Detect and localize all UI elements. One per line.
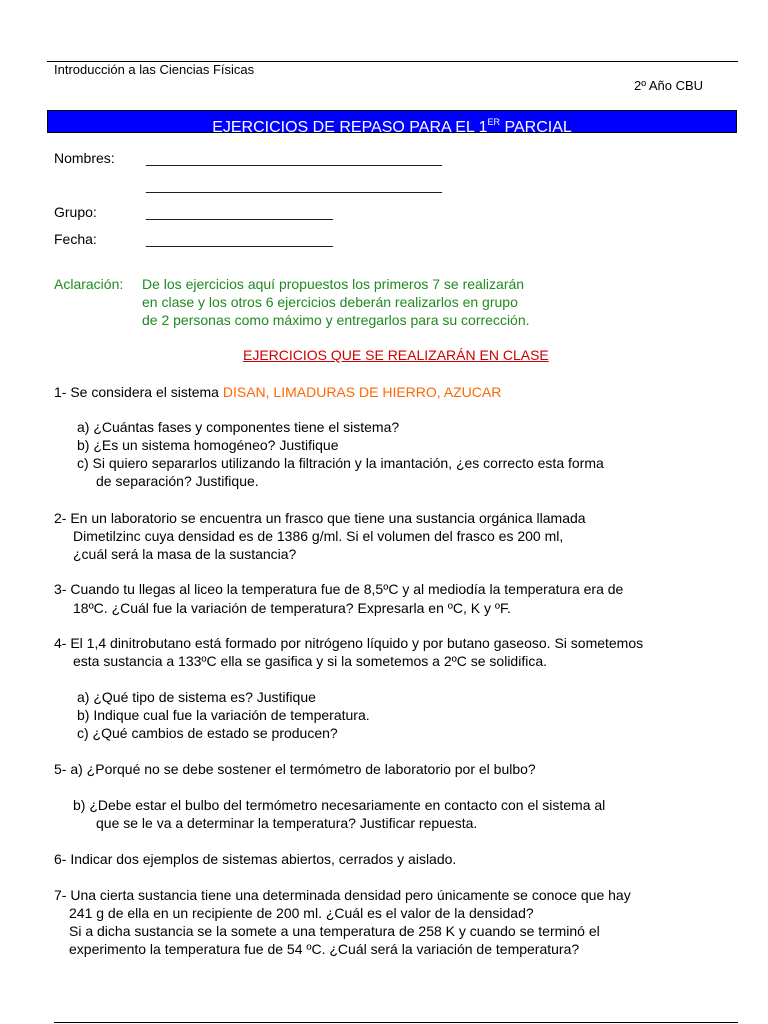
exercise-4-line-1: 4- El 1,4 dinitrobutano está formado por nitrógeno líquido y por butano gaseoso. Si sometemos: [54, 635, 644, 651]
note-line-2: en clase y los otros 6 ejercicios deberán realizarlos en grupo: [142, 294, 518, 310]
exercise-4-c: c) ¿Qué cambios de estado se producen?: [77, 725, 338, 741]
names-blank-2[interactable]: ______________________________________: [146, 177, 442, 193]
exercise-1: [54, 384, 501, 400]
exercise-1-prefix: 1- Se considera el sistema: [54, 384, 223, 400]
exercise-3-line-1: 3- Cuando tu llegas al liceo la temperatura fue de 8,5ºC y al mediodía la temperatura era de: [54, 581, 624, 597]
note-line-1: De los ejercicios aquí propuestos los primeros 7 se realizarán: [142, 276, 525, 292]
exercise-7-line-3: Si a dicha sustancia se la somete a una temperatura de 258 K y cuando se terminó el: [69, 923, 600, 939]
exercise-title-bar: [47, 110, 737, 136]
exercise-7-line-1: 7- Una cierta sustancia tiene una determinada densidad pero únicamente se conoce que hay: [54, 887, 631, 903]
exercise-7-line-2: 241 g de ella en un recipiente de 200 ml. ¿Cuál es el valor de la densidad?: [69, 905, 534, 921]
exercise-2-line-3: ¿cuál será la masa de la sustancia?: [73, 546, 297, 562]
grade-label: 2º Año CBU: [634, 78, 704, 93]
date-label: Fecha:: [54, 231, 97, 247]
exercise-2-line-1: 2- En un laboratorio se encuentra un frasco que tiene una sustancia orgánica llamada: [54, 510, 586, 526]
exercise-6-line-1: 6- Indicar dos ejemplos de sistemas abiertos, cerrados y aislado.: [54, 851, 457, 867]
names-label: Nombres:: [54, 150, 115, 166]
exercise-2-line-2: Dimetilzinc cuya densidad es de 1386 g/ml. Si el volumen del frasco es 200 ml,: [73, 528, 564, 544]
exercise-5-b-line-2: que se le va a determinar la temperatura? Justificar repuesta.: [96, 815, 478, 831]
footer-rule: [54, 1022, 738, 1023]
title-superscript: ER: [487, 117, 501, 127]
section-title: EJERCICIOS QUE SE REALIZARÁN EN CLASE: [243, 347, 549, 363]
course-title: Introducción a las Ciencias Físicas: [54, 62, 255, 77]
exercise-4-a: a) ¿Qué tipo de sistema es? Justifique: [77, 689, 316, 705]
date-blank[interactable]: ________________________: [146, 231, 333, 247]
exercise-5-a: 5- a) ¿Porqué no se debe sostener el termómetro de laboratorio por el bulbo?: [54, 761, 536, 777]
title-main: EJERCICIOS DE REPASO PARA EL 1: [212, 119, 488, 136]
exercise-1-a: a) ¿Cuántas fases y componentes tiene el sistema?: [77, 419, 400, 435]
exercise-3-line-2: 18ºC. ¿Cuál fue la variación de temperatura? Expresarla en ºC, K y ºF.: [73, 600, 511, 616]
title-tail: PARCIAL: [500, 119, 572, 136]
exercise-1-c-line-2: de separación? Justifique.: [96, 473, 259, 489]
group-blank[interactable]: ________________________: [146, 204, 333, 220]
exercise-1-b: b) ¿Es un sistema homogéneo? Justifique: [77, 437, 339, 453]
exercise-5-b-line-1: b) ¿Debe estar el bulbo del termómetro necesariamente en contacto con el sistema al: [73, 797, 606, 813]
note-label: Aclaración:: [54, 276, 124, 292]
exercise-1-system: DISAN, LIMADURAS DE HIERRO, AZUCAR: [222, 384, 502, 400]
exercise-7-line-4: experimento la temperatura fue de 54 ºC. ¿Cuál será la variación de temperatura?: [69, 941, 580, 957]
group-label: Grupo:: [54, 204, 97, 220]
note-line-3: de 2 personas como máximo y entregarlos para su corrección.: [142, 312, 530, 328]
exercise-4-line-2: esta sustancia a 133ºC ella se gasifica y si la sometemos a 2ºC se solidifica.: [73, 653, 548, 669]
names-blank-1[interactable]: ______________________________________: [146, 150, 442, 166]
exercise-1-c-line-1: c) Si quiero separarlos utilizando la filtración y la imantación, ¿es correcto esta forma: [77, 455, 604, 471]
exercise-4-b: b) Indique cual fue la variación de temperatura.: [77, 707, 370, 723]
